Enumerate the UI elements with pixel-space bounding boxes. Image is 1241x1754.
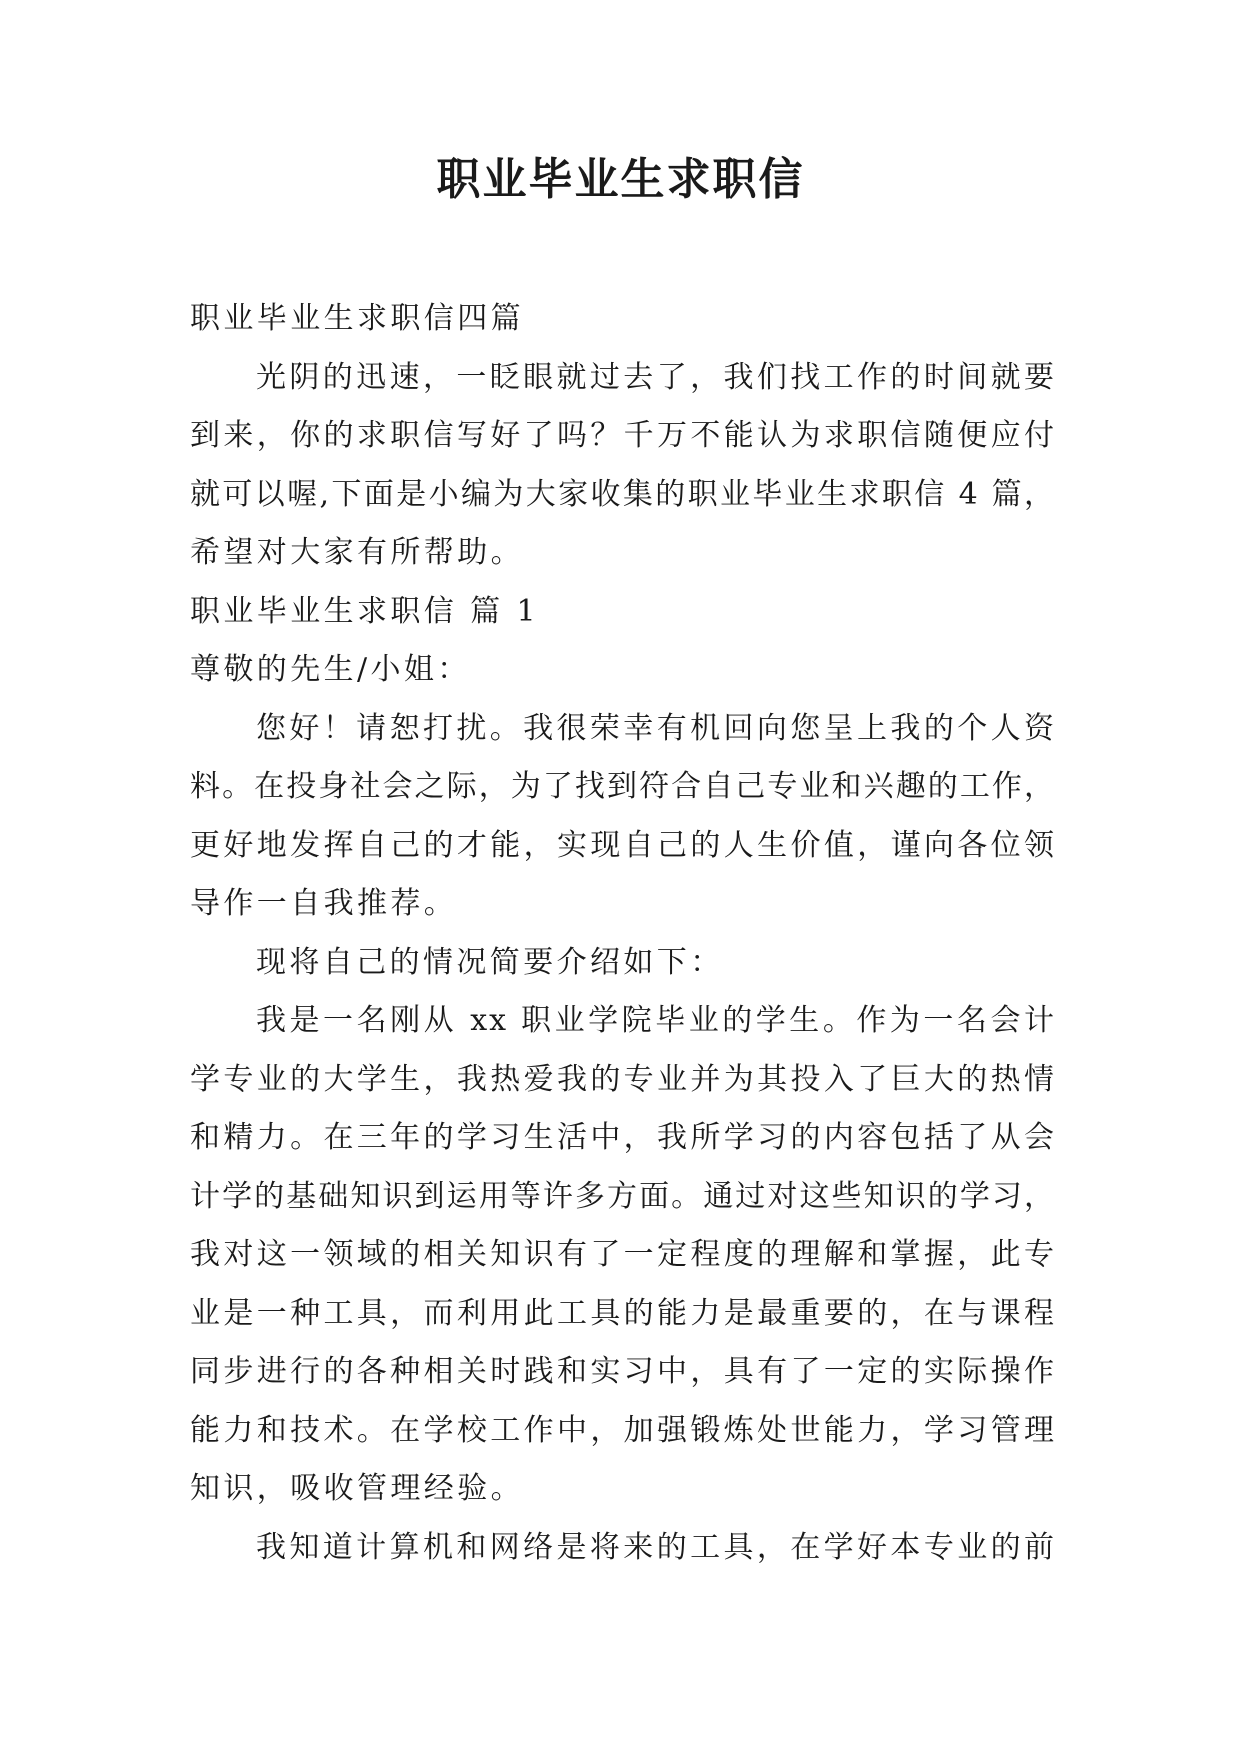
letter-paragraph-line: 业是一种工具，而利用此工具的能力是最重要的，在与课程 [190, 1295, 1056, 1331]
letter-paragraph-line: 您好！请恕打扰。我很荣幸有机回向您呈上我的个人资 [256, 710, 1056, 746]
letter-paragraph-line: 和精力。在三年的学习生活中，我所学习的内容包括了从会 [190, 1120, 1056, 1155]
intro-paragraph-line: 就可以喔,下面是小编为大家收集的职业毕业生求职信 4 篇， [190, 476, 1056, 512]
letter-paragraph-line: 我知道计算机和网络是将来的工具，在学好本专业的前 [256, 1529, 1056, 1565]
subtitle-line: 职业毕业生求职信四篇 [190, 301, 524, 336]
intro-paragraph-line: 到来，你的求职信写好了吗？千万不能认为求职信随便应付 [190, 418, 1056, 453]
document-body [190, 290, 1056, 1577]
letter-paragraph-line: 计学的基础知识到运用等许多方面。通过对这些知识的学习， [190, 1178, 1056, 1214]
intro-paragraph-line: 光阴的迅速，一眨眼就过去了，我们找工作的时间就要 [256, 359, 1056, 395]
letter-paragraph-line: 我是一名刚从 xx 职业学院毕业的学生。作为一名会计 [256, 1003, 1056, 1038]
letter-paragraph-line: 同步进行的各种相关时践和实习中，具有了一定的实际操作 [190, 1354, 1056, 1389]
section-heading: 职业毕业生求职信 篇 1 [190, 593, 539, 629]
salutation: 尊敬的先生/小姐： [190, 652, 471, 687]
letter-paragraph-line: 能力和技术。在学校工作中，加强锻炼处世能力，学习管理 [190, 1412, 1056, 1448]
letter-paragraph-line: 学专业的大学生，我热爱我的专业并为其投入了巨大的热情 [190, 1061, 1056, 1097]
letter-paragraph-line: 料。在投身社会之际，为了找到符合自己专业和兴趣的工作， [190, 769, 1056, 804]
letter-paragraph-line: 更好地发挥自己的才能，实现自己的人生价值，谨向各位领 [190, 827, 1056, 863]
letter-paragraph-line: 现将自己的情况简要介绍如下： [256, 944, 724, 980]
document-title: 职业毕业生求职信 [436, 154, 805, 205]
intro-paragraph-line: 希望对大家有所帮助。 [190, 535, 524, 570]
letter-paragraph-line: 我对这一领域的相关知识有了一定程度的理解和掌握，此专 [190, 1237, 1056, 1272]
letter-paragraph-line: 导作一自我推荐。 [190, 886, 458, 921]
letter-paragraph-line: 知识，吸收管理经验。 [190, 1471, 524, 1506]
